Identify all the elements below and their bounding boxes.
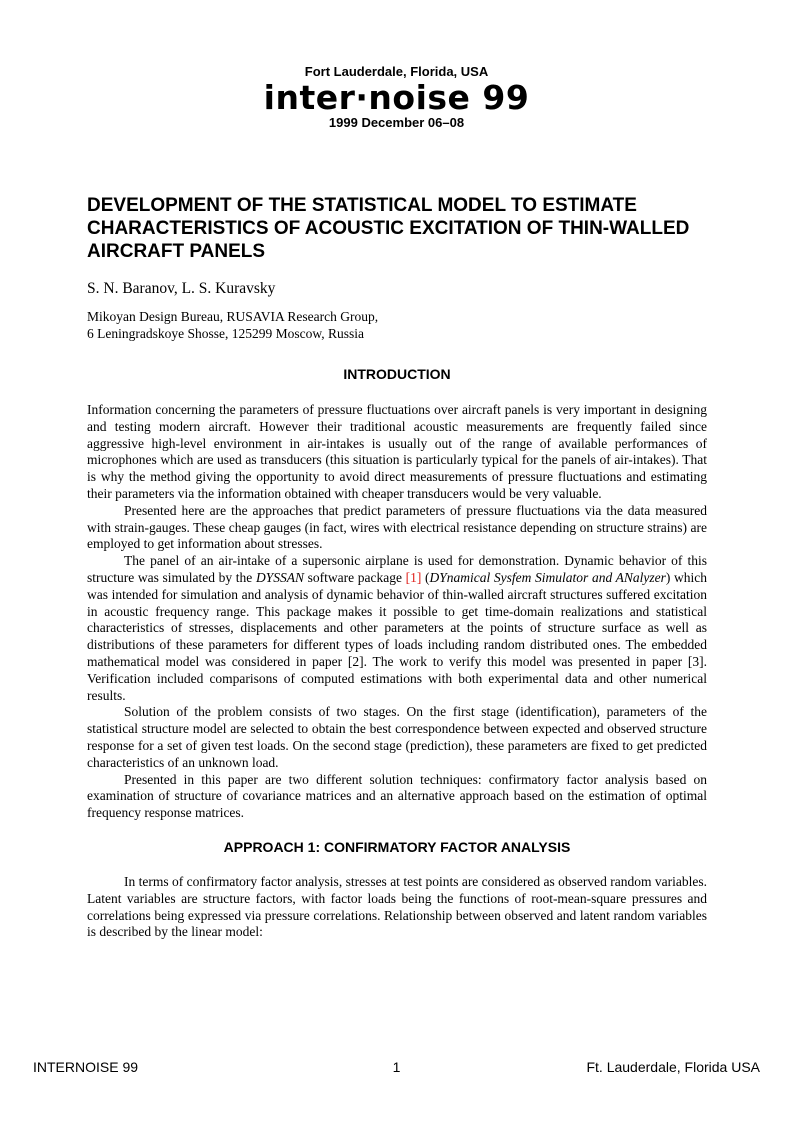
page-footer bbox=[0, 1058, 793, 1076]
paper-authors: S. N. Baranov, L. S. Kuravsky bbox=[87, 280, 276, 297]
introduction-paragraph-4: Solution of the problem consists of two stages. On the first stage (identification), parameters of the statistical structure model are selected to obtain the best correspondence between expected and observed structure response for a set of given test loads. On the second stage (prediction), these parameters are fixed to get predicted characteristics of an unknown load. bbox=[87, 704, 707, 770]
conference-location: Fort Lauderdale, Florida, USA bbox=[304, 64, 489, 79]
affiliation-line-1: Mikoyan Design Bureau, RUSAVIA Research Group, bbox=[87, 309, 379, 324]
introduction-paragraph-1: Information concerning the parameters of pressure fluctuations over aircraft panels is very important in designing and testing modern aircraft. However their traditional acoustic measurements are frequently failed since aggressive high-level environment in air-intakes is usually out of the range of available performances of microphones which are used as transducers (this situation is particularly typical for the panels of air-intakes). That is why the method giving the opportunity to avoid direct measurements of pressure fluctuations and estimating their parameters via the information obtained with cheaper transducers would be very valuable. bbox=[87, 402, 707, 501]
conference-logo: inter·noise 99 bbox=[263, 78, 530, 117]
introduction-heading: INTRODUCTION bbox=[343, 366, 451, 382]
introduction-paragraph-2: Presented here are the approaches that predict parameters of pressure fluctuations via the data measured with strain-gauges. These cheap gauges (in fact, wires with electrical resistance depending on structure strains) are employed to get information about stresses. bbox=[87, 502, 707, 552]
footer-location: Ft. Lauderdale, Florida USA bbox=[586, 1059, 760, 1075]
paper-affiliation bbox=[87, 308, 707, 342]
approach1-heading: APPROACH 1: CONFIRMATORY FACTOR ANALYSIS bbox=[223, 838, 571, 855]
p3-text-a: The panel of an air-intake of a supersonic airplane is used for demonstration. Dynamic behavior of this structure was simulated by the bbox=[87, 553, 707, 585]
paper-title: DEVELOPMENT OF THE STATISTICAL MODEL TO ESTIMATE CHARACTERISTICS OF ACOUSTIC EXCITATION OF THIN-WALLED AIRCRAFT PANELS bbox=[87, 195, 690, 262]
paper-content bbox=[87, 194, 707, 941]
approach1-body bbox=[87, 874, 707, 941]
introduction-paragraph-3 bbox=[87, 553, 707, 704]
introduction-body bbox=[87, 402, 707, 822]
p3-text-d: ) which was intended for simulation and analysis of dynamic behavior of thin-walled aircraft structures suffered excitation in acoustic frequency range. This package makes it possible to get time-domain realizations and statistical characteristics of stresses, displacements and other parameters at the points of structure surface as well as distributions of these parameters for different types of loads including random distributed ones. The embedded mathematical model was considered in paper [2]. The work to verify this model was presented in paper [3]. Verification included comparisons of computed estimations with both experimental data and other numerical results. bbox=[87, 569, 707, 703]
footer-page-number: 1 bbox=[392, 1059, 401, 1075]
footer-conference: INTERNOISE 99 bbox=[33, 1059, 139, 1075]
p3-text-c: ( bbox=[421, 569, 430, 585]
conference-header bbox=[0, 64, 793, 131]
affiliation-line-2: 6 Leningradskoye Shosse, 125299 Moscow, Russia bbox=[87, 326, 364, 341]
software-expansion: DYnamical Sysfem Simulator and ANalyzer bbox=[429, 569, 666, 585]
approach1-paragraph-1: In terms of confirmatory factor analysis, stresses at test points are considered as observed random variables. Latent variables are structure factors, with factor loads being the functions of root-mean-square pressures and correlations being expressed via pressure correlations. Relationship between observed and latent random variables is described by the linear model: bbox=[87, 873, 707, 940]
introduction-paragraph-5: Presented in this paper are two different solution techniques: confirmatory factor analysis based on examination of structure of covariance matrices and an alternative approach based on the estimation of optimal frequency response matrices. bbox=[87, 771, 707, 821]
conference-dates: 1999 December 06–08 bbox=[328, 115, 465, 130]
reference-link-1[interactable]: [1] bbox=[405, 569, 422, 585]
p3-text-b: software package bbox=[303, 569, 406, 585]
software-name: DYSSAN bbox=[255, 569, 304, 585]
